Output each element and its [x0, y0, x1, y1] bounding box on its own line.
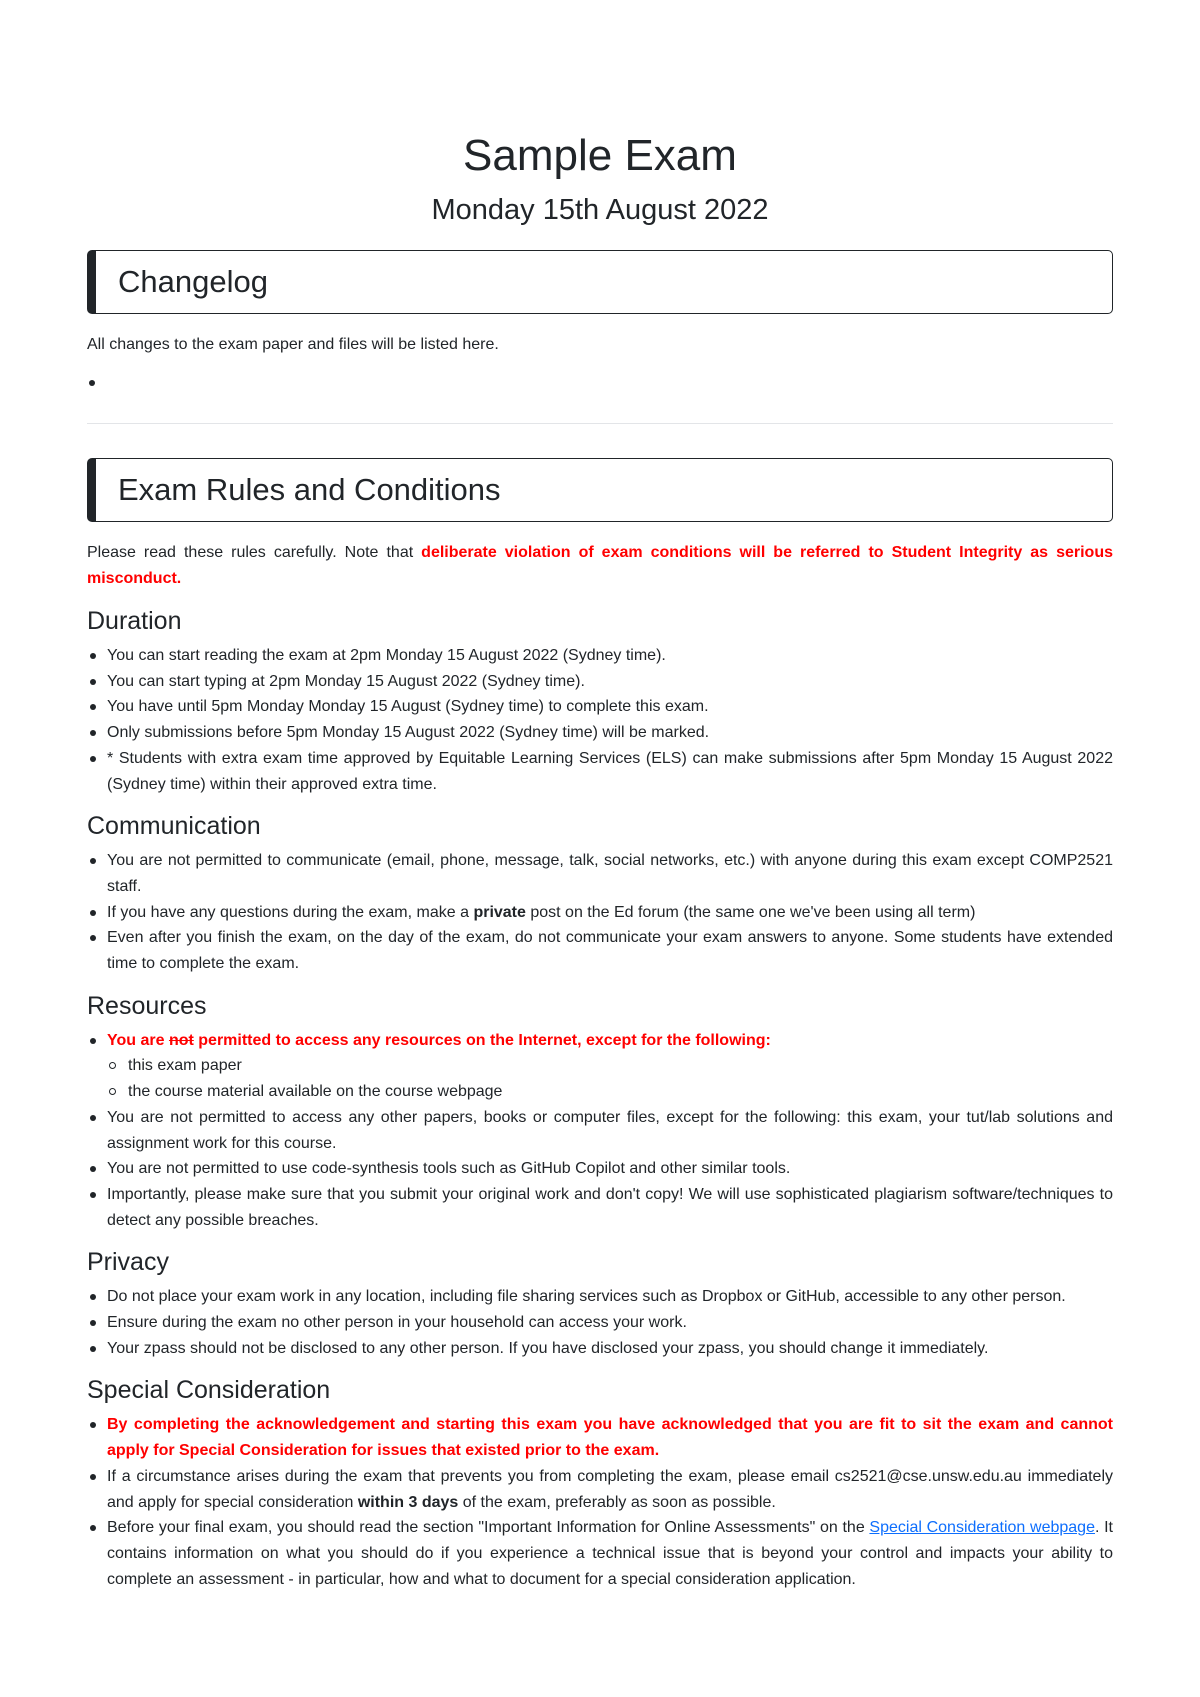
changelog-heading: Changelog	[87, 250, 1113, 314]
page-title: Sample Exam	[463, 131, 737, 180]
list-item: Do not place your exam work in any location, including file sharing services such as Dropbox or GitHub, accessible to any other person.	[107, 1284, 1113, 1310]
special-consideration-heading: Special Consideration	[87, 1376, 331, 1405]
list-item: You have until 5pm Monday Monday 15 August (Sydney time) to complete this exam.	[107, 694, 1113, 720]
resources-sublist	[107, 1053, 1113, 1104]
emphasis-private: private	[473, 903, 526, 921]
communication-heading: Communication	[87, 812, 261, 841]
list-item: You are not permitted to use code-synthesis tools such as GitHub Copilot and other similar tools.	[107, 1156, 1113, 1182]
list-item	[107, 1464, 1113, 1515]
list-item: Ensure during the exam no other person in your household can access your work.	[107, 1310, 1113, 1336]
list-item: You can start typing at 2pm Monday 15 August 2022 (Sydney time).	[107, 669, 1113, 695]
changelog-intro: All changes to the exam paper and files will be listed here.	[87, 336, 499, 353]
list-item: Even after you finish the exam, on the day of the exam, do not communicate your exam answers to anyone. Some students have extended time to complete the exam.	[107, 925, 1113, 976]
resources-list	[87, 1028, 1113, 1234]
duration-heading: Duration	[87, 607, 182, 635]
text-span: post on the Ed forum (the same one we've been using all term)	[525, 903, 976, 921]
list-item: Your zpass should not be disclosed to any other person. If you have disclosed your zpass, you should change it immediately.	[107, 1336, 1113, 1362]
rules-intro-warning: deliberate violation of exam conditions will be referred to Student Integrity as serious misconduct.	[87, 544, 1113, 587]
text-span: If you have any questions during the exam, make a	[107, 903, 474, 921]
text-span: permitted to access any resources on the Internet, except for the following:	[193, 1031, 771, 1049]
rules-heading: Exam Rules and Conditions	[87, 458, 1113, 522]
list-item: You are not permitted to communicate (email, phone, message, talk, social networks, etc.) with anyone during this exam except COMP2521 staff.	[107, 848, 1113, 899]
changelog-list	[87, 370, 1113, 396]
special-consideration-link[interactable]: Special Consideration webpage	[869, 1519, 1095, 1537]
special-consideration-list	[87, 1412, 1113, 1592]
text-span: . It contains information on what you should do if you experience a technical issue that is beyond your control and impacts your ability to complete an assessment - in particular, how and what to document for a special consideration application.	[107, 1519, 1113, 1588]
emphasis-not: not	[168, 1031, 194, 1049]
list-item: * Students with extra exam time approved by Equitable Learning Services (ELS) can make submissions after 5pm Monday 15 August 2022 (Sydney time) within their approved extra time.	[107, 746, 1113, 797]
rules-intro	[87, 540, 1113, 592]
section-divider	[87, 423, 1113, 424]
list-item: Only submissions before 5pm Monday 15 August 2022 (Sydney time) will be marked.	[107, 720, 1113, 746]
privacy-list	[87, 1284, 1113, 1361]
text-span: of the exam, preferably as soon as possible.	[458, 1493, 776, 1511]
sub-list-item: the course material available on the course webpage	[128, 1079, 1113, 1105]
list-item	[107, 1515, 1113, 1592]
text-span: You are	[107, 1031, 169, 1049]
sub-list-item: this exam paper	[128, 1053, 1113, 1079]
exam-date: Monday 15th August 2022	[431, 194, 769, 226]
list-item: You are not permitted to access any other papers, books or computer files, except for the following: this exam, your tut/lab solutions and assignment work for this course.	[107, 1105, 1113, 1156]
text-span: Before your final exam, you should read the section "Important Information for Online Assessments" on the	[107, 1519, 870, 1537]
list-item: By completing the acknowledgement and starting this exam you have acknowledged that you are fit to sit the exam and cannot apply for Special Consideration for issues that existed prior to the exam.	[107, 1412, 1113, 1463]
list-item	[107, 900, 1113, 926]
text-span: If a circumstance arises during the exam that prevents you from completing the exam, please email cs2521@cse.unsw.edu.au immediately and apply for special consideration	[107, 1467, 1113, 1511]
communication-list	[87, 848, 1113, 977]
duration-list	[87, 643, 1113, 797]
rules-intro-text: Please read these rules carefully. Note that	[87, 544, 422, 561]
resources-heading: Resources	[87, 991, 207, 1020]
list-item: Importantly, please make sure that you submit your original work and don't copy! We will use sophisticated plagiarism software/techniques to detect any possible breaches.	[107, 1182, 1113, 1233]
list-item	[107, 1028, 1113, 1105]
changelog-empty-item	[87, 370, 1113, 396]
privacy-heading: Privacy	[87, 1248, 169, 1277]
emphasis-deadline: within 3 days	[357, 1493, 459, 1511]
list-item: You can start reading the exam at 2pm Monday 15 August 2022 (Sydney time).	[107, 643, 1113, 669]
